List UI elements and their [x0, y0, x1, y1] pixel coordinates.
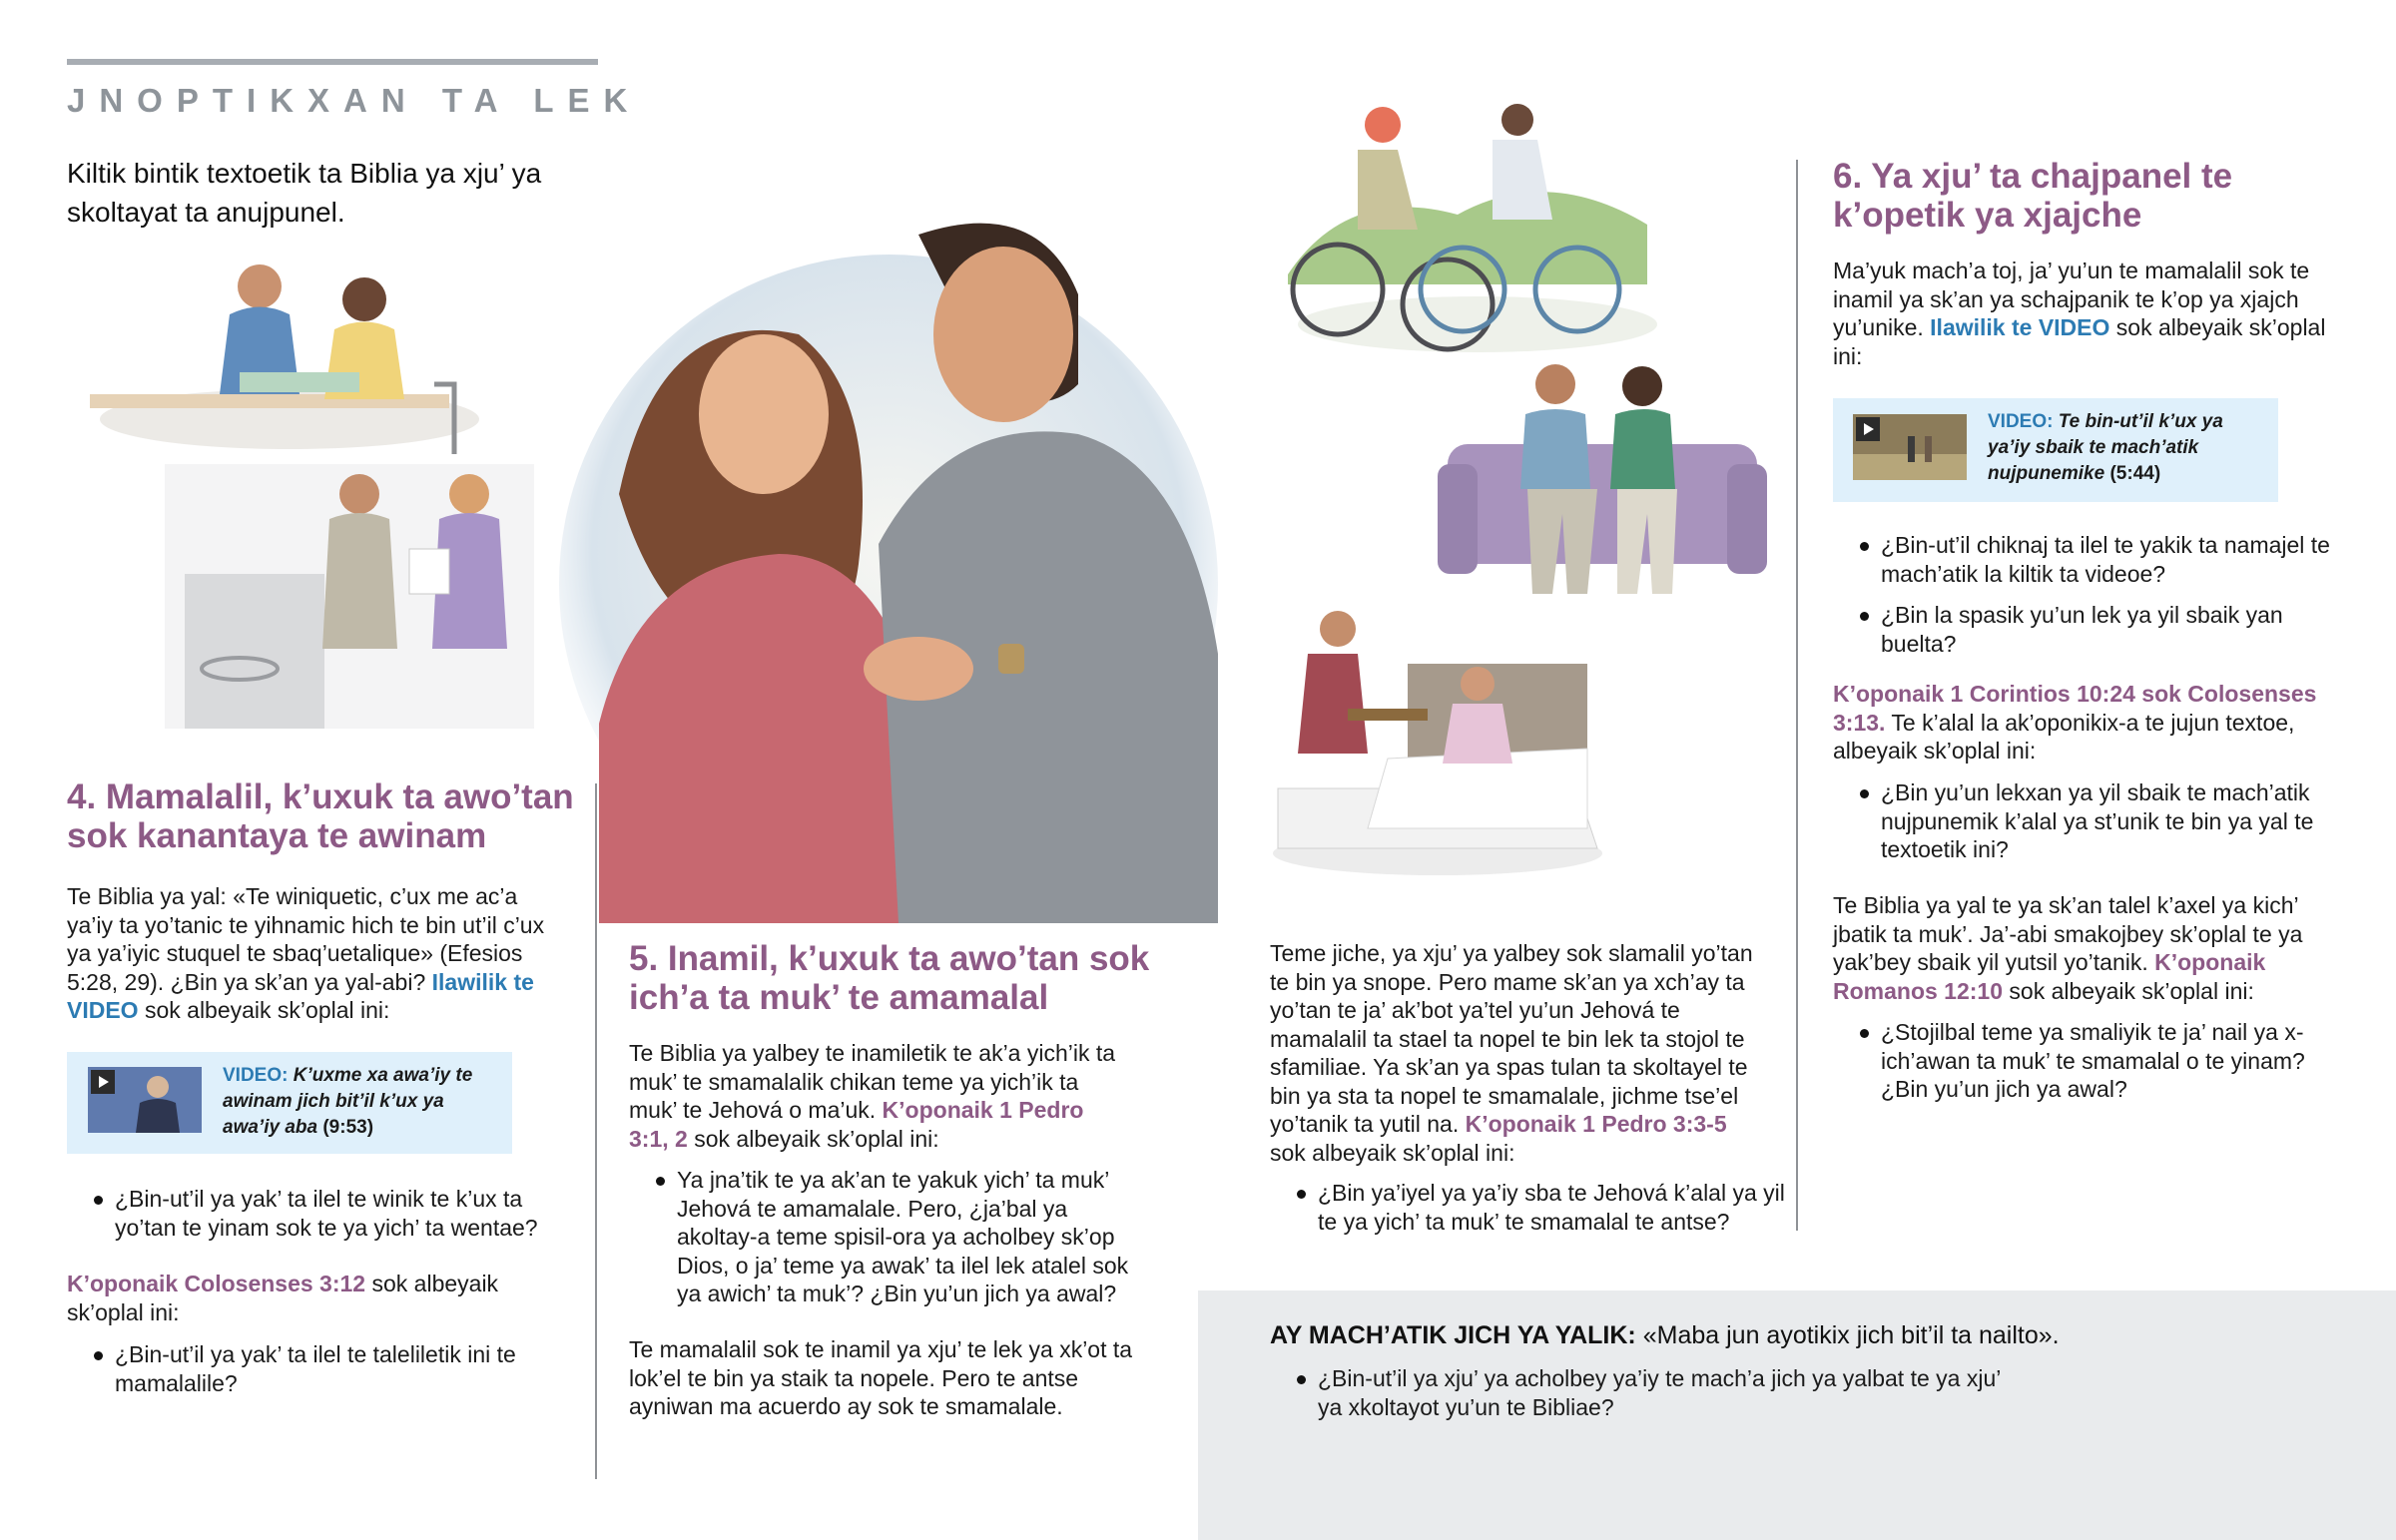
- section-4-questions: [67, 1185, 566, 1255]
- video-card-section-6[interactable]: [1833, 398, 2278, 502]
- couple-illustration: [559, 165, 1278, 923]
- reference-suffix: sok albeyaik sk’oplal ini:: [687, 1125, 939, 1152]
- reference-suffix: sok albeyaik sk’oplal ini:: [67, 1271, 499, 1325]
- bicycle-illustration: [1288, 95, 1657, 364]
- question-item: ¿Bin-ut’il chiknaj ta ilel te yakik ta namajel te mach’atik la kiltik ta videoe?: [1833, 531, 2352, 588]
- section-5-closing: Te mamalalil sok te inamil ya xju’ te lek ya xk’ot ta lok’el te bin ya staik ta nopele. Pero te antse ayniwan ma acuerdo ay sok te smamalale.: [629, 1336, 1133, 1419]
- reference-suffix: sok albeyaik sk’oplal ini:: [1833, 314, 2326, 369]
- section-5-body: [629, 1039, 1126, 1153]
- section-middle-body: [1270, 939, 1767, 1167]
- intro-text: Kiltik bintik textoetik ta Biblia ya xju’ ya skoltayat ta anujpunel.: [67, 158, 542, 228]
- section-5-questions: [629, 1166, 1148, 1321]
- question-item: ¿Bin-ut’il ya yak’ ta ilel te winik te k’ux ta yo’tan te yinam sok te ya yich’ ta wentae?: [67, 1185, 566, 1242]
- section-5-title: 5. Inamil, k’uxuk ta awo’tan sok ich’a ta muk’ te amamalal: [629, 939, 1150, 1017]
- section-4-body-text: Te Biblia ya yal: «Te winiquetic, c’ux me ac’a ya’iy ta yo’tanic te yihnamic hich te bin ut’il c’ux ya ya’iyic stuquel te sbaq’uetalique» (Efesios 5:28, 29). ¿Bin ya sk’an ya yal-abi?: [67, 883, 545, 995]
- video-caption: [1988, 409, 2262, 487]
- question-item: ¿Stojilbal teme ya smaliyik te ja’ nail ya x-ich’awan ta muk’ te smamalal o te yinam? ¿Bin yu’un jich ya awal?: [1833, 1018, 2352, 1104]
- kitchen-illustration: [165, 464, 534, 729]
- scripture-reference[interactable]: K’oponaik 1 Pedro 3:3-5: [1465, 1111, 1727, 1137]
- section-4-title: 4. Mamalalil, k’uxuk ta awo’tan sok kanantaya te awinam: [67, 777, 574, 855]
- section-6-body-text: Ma’yuk mach’a toj, ja’ yu’un te mamalalil sok te inamil ya sk’an ya schajpanik te k’op ya xjajch yu’unike.: [1833, 257, 2310, 340]
- section-6-questions-2: [1833, 778, 2352, 877]
- video-thumbnail[interactable]: [1853, 414, 1967, 480]
- question-item: ¿Bin yu’un lekxan ya yil sbaik te mach’atik nujpunemik k’alal ya st’unik te bin ya yal te textoetik ini?: [1833, 778, 2352, 864]
- section-5-body-text: Te Biblia ya yalbey te inamiletik te ak’a yich’ik ta muk’ te smamalalik chikan teme ya yich’ik ta muk’ te Jehová o ma’uk.: [629, 1040, 1116, 1123]
- section-middle-questions: [1270, 1179, 1789, 1249]
- video-label: VIDEO:: [223, 1065, 289, 1086]
- section-6-questions-3: [1833, 1018, 2352, 1117]
- reference-suffix: sok albeyaik sk’oplal ini:: [1270, 1139, 1515, 1166]
- header-rule: [67, 59, 598, 65]
- section-4-reference: [67, 1270, 546, 1326]
- objection-label: AY MACH’ATIK JICH YA YALIK:: [1270, 1321, 1636, 1349]
- bedroom-illustration: [1268, 609, 1607, 878]
- question-item: ¿Bin-ut’il ya xju’ ya acholbey ya’iy te mach’a jich ya yalbat te ya xju’ ya xkoltayot yu’un te Bibliae?: [1270, 1364, 2029, 1421]
- column-divider-left: [595, 783, 597, 1479]
- study-illustration: [80, 255, 479, 454]
- reference-suffix: Te k’alal la ak’oponikix-a te jujun textoe, albeyaik sk’oplal ini:: [1833, 709, 2295, 764]
- objection-heading: [1270, 1320, 2368, 1350]
- play-icon[interactable]: [91, 1070, 115, 1094]
- question-item: ¿Bin-ut’il ya yak’ ta ilel te taleliletik ini te mamalalile?: [67, 1340, 566, 1397]
- video-thumbnail[interactable]: [88, 1067, 202, 1133]
- section-6-title: 6. Ya xju’ ta chajpanel te k’opetik ya xjajche: [1833, 157, 2233, 235]
- video-title: Te bin-ut’il k’ux ya ya’iy sbaik te mach’atik nujpunemike: [1988, 411, 2223, 484]
- scripture-reference[interactable]: K’oponaik Romanos 12:10: [1833, 949, 2266, 1004]
- section-middle-text: Teme jiche, ya xju’ ya yalbey sok slamalil yo’tan te bin ya snope. Pero mame sk’an ya xch’ay ta yo’tan te ja’ ak’bot ya’tel yu’un Jehová te mamalalil ta stael ta nopel te bin lek ta stojol te sfamiliae. Ya sk’an ya spas tulan ta skoltayel te bin ya sta ta nopel te smamalale, jichme tse’el yo’tanik ta yutil na.: [1270, 940, 1753, 1137]
- video-card-section-4[interactable]: [67, 1052, 512, 1154]
- video-link[interactable]: Ilawilik te VIDEO: [1930, 314, 2110, 340]
- video-caption: [223, 1063, 500, 1141]
- video-link[interactable]: Ilawilik te VIDEO: [67, 968, 534, 1023]
- scripture-reference[interactable]: K’oponaik Colosenses 3:12: [67, 1271, 366, 1296]
- objection-questions: [1270, 1364, 2029, 1434]
- section-6-body: [1833, 257, 2335, 370]
- question-item: Ya jna’tik te ya ak’an te yakuk yich’ ta muk’ Jehová te amamalale. Pero, ¿ja’bal ya akoltay-a teme spisil-ora ya acholbey sk’op Dios, o ja’ teme ya awak’ ta ilel lek atalel sok ya awich’ ta muk’? ¿Bin yu’un jich ya awal?: [629, 1166, 1148, 1308]
- section-6-body-text: Te Biblia ya yal te ya sk’an talel k’axel ya kich’ jbatik ta muk’. Ja’-abi smakojbey sk’oplal te ya yak’bey sbaik yil yutsil yo’tanik.: [1833, 892, 2303, 975]
- video-title: K’uxme xa awa’iy te awinam jich bit’il k’ux ya awa’iy aba: [223, 1065, 473, 1138]
- question-item: ¿Bin ya’iyel ya ya’iy sba te Jehová k’alal ya yil te ya yich’ ta muk’ te smamalal te antse?: [1270, 1179, 1789, 1236]
- video-label: VIDEO:: [1988, 411, 2054, 432]
- section-kicker: JNOPTIKXAN TA LEK: [67, 82, 642, 119]
- section-6-body-2: [1833, 891, 2335, 1005]
- scripture-reference[interactable]: K’oponaik 1 Pedro 3:1, 2: [629, 1097, 1084, 1152]
- video-duration: (5:44): [2109, 463, 2161, 484]
- play-icon[interactable]: [1856, 417, 1880, 441]
- video-duration: (9:53): [322, 1117, 374, 1138]
- section-4-questions-2: [67, 1340, 566, 1410]
- section-4-body: [67, 882, 569, 1025]
- reference-suffix: sok albeyaik sk’oplal ini:: [2003, 977, 2254, 1004]
- section-4-body-suffix: sok albeyaik sk’oplal ini:: [138, 997, 390, 1023]
- column-divider-right: [1796, 160, 1798, 1231]
- section-6-reference-block: [1833, 680, 2335, 766]
- question-item: ¿Bin la spasik yu’un lek ya yil sbaik yan buelta?: [1833, 601, 2352, 658]
- scripture-reference[interactable]: K’oponaik 1 Corintios 10:24 sok Colosenses 3:13.: [1833, 681, 2317, 736]
- section-6-questions: [1833, 531, 2352, 671]
- sofa-illustration: [1438, 354, 1767, 609]
- objection-quote: «Maba jun ayotikix jich bit’il ta nailto».: [1642, 1321, 2060, 1349]
